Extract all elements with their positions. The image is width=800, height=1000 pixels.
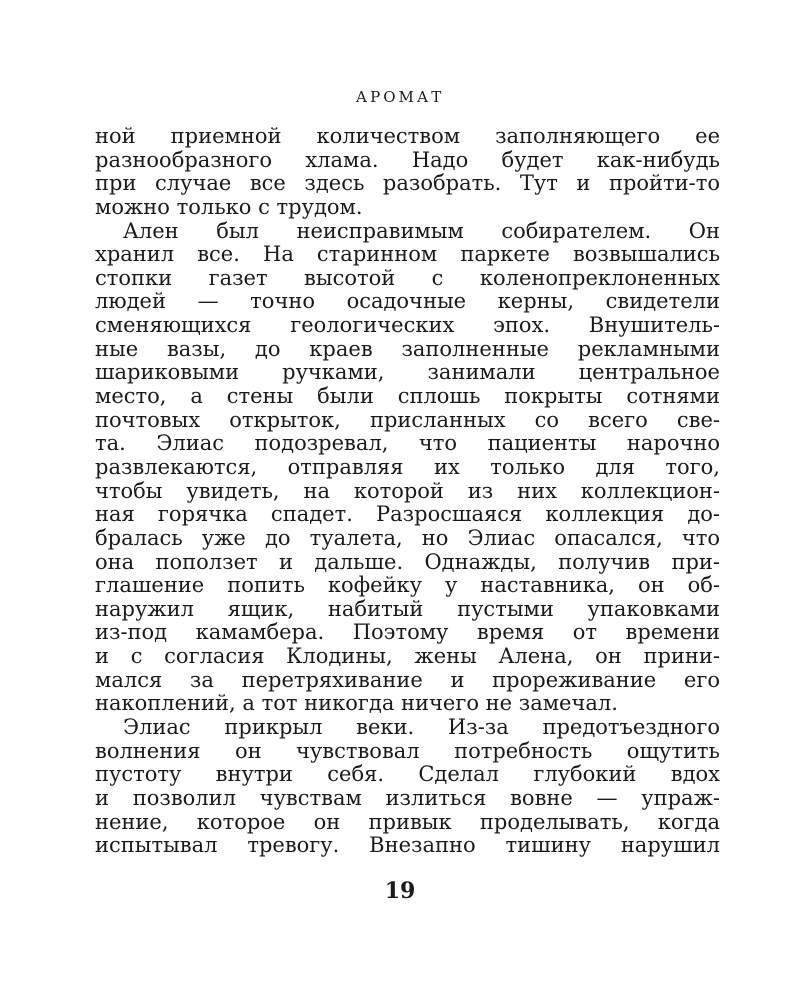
text-line: она поползет и дальше. Однажды, получив при-: [95, 549, 720, 574]
text-line: бралась уже до туалета, но Элиас опасался, что: [95, 525, 720, 550]
text-line: из-под камамбера. Поэтому время от времени: [95, 620, 720, 645]
text-line: испытывал тревогу. Внезапно тишину нарушил: [95, 833, 720, 858]
text-line: мался за перетряхивание и прореживание его: [95, 667, 720, 692]
text-line: наружил ящик, набитый пустыми упаковками: [95, 596, 720, 621]
text-line: место, а стены были сплошь покрыты сотнями: [95, 384, 720, 409]
text-line: нение, которое он привык проделывать, когда: [95, 809, 720, 834]
text-line: стопки газет высотой с коленопреклоненных: [95, 265, 720, 290]
text-line: Элиас прикрыл веки. Из-за предотъездного: [123, 715, 720, 740]
text-line: и с согласия Клодины, жены Алена, он прини-: [95, 644, 720, 669]
text-line: чтобы увидеть, на которой из них коллекцион-: [95, 478, 720, 503]
text-line: ная горячка спадет. Разросшаяся коллекция до-: [95, 502, 720, 527]
text-line: почтовых открыток, присланных со всего све-: [95, 407, 720, 432]
text-line: волнения он чувствовал потребность ощутить: [95, 738, 720, 763]
body-text: [95, 125, 720, 858]
text-line: ной приемной количеством заполняющего ее: [95, 124, 720, 148]
text-line: можно только с трудом.: [95, 194, 363, 219]
text-line: и позволил чувствам излиться вовне — упраж-: [95, 785, 720, 810]
text-line: разнообразного хлама. Надо будет как-нибудь: [95, 147, 720, 172]
text-line: пустоту внутри себя. Сделал глубокий вдох: [95, 762, 720, 787]
text-line: развлекаются, отправляя их только для того,: [95, 454, 720, 479]
text-line: Ален был неисправимым собирателем. Он: [123, 218, 720, 243]
running-head: АРОМАТ: [355, 88, 445, 106]
page-number: 19: [384, 878, 416, 904]
text-line: глашение попить кофейку у наставника, он об-: [95, 573, 720, 598]
text-line: та. Элиас подозревал, что пациенты нарочно: [95, 431, 720, 456]
text-line: людей — точно осадочные керны, свидетели: [95, 289, 720, 314]
text-line: хранил все. На старинном паркете возвышались: [95, 242, 720, 267]
text-line: сменяющихся геологических эпох. Внушитель-: [95, 313, 720, 338]
text-line: шариковыми ручками, занимали центральное: [95, 360, 720, 385]
text-line: при случае все здесь разобрать. Тут и пройти-то: [95, 171, 720, 196]
text-line: ные вазы, до краев заполненные рекламными: [95, 336, 720, 361]
text-line: накоплений, а тот никогда ничего не замечал.: [95, 691, 618, 716]
